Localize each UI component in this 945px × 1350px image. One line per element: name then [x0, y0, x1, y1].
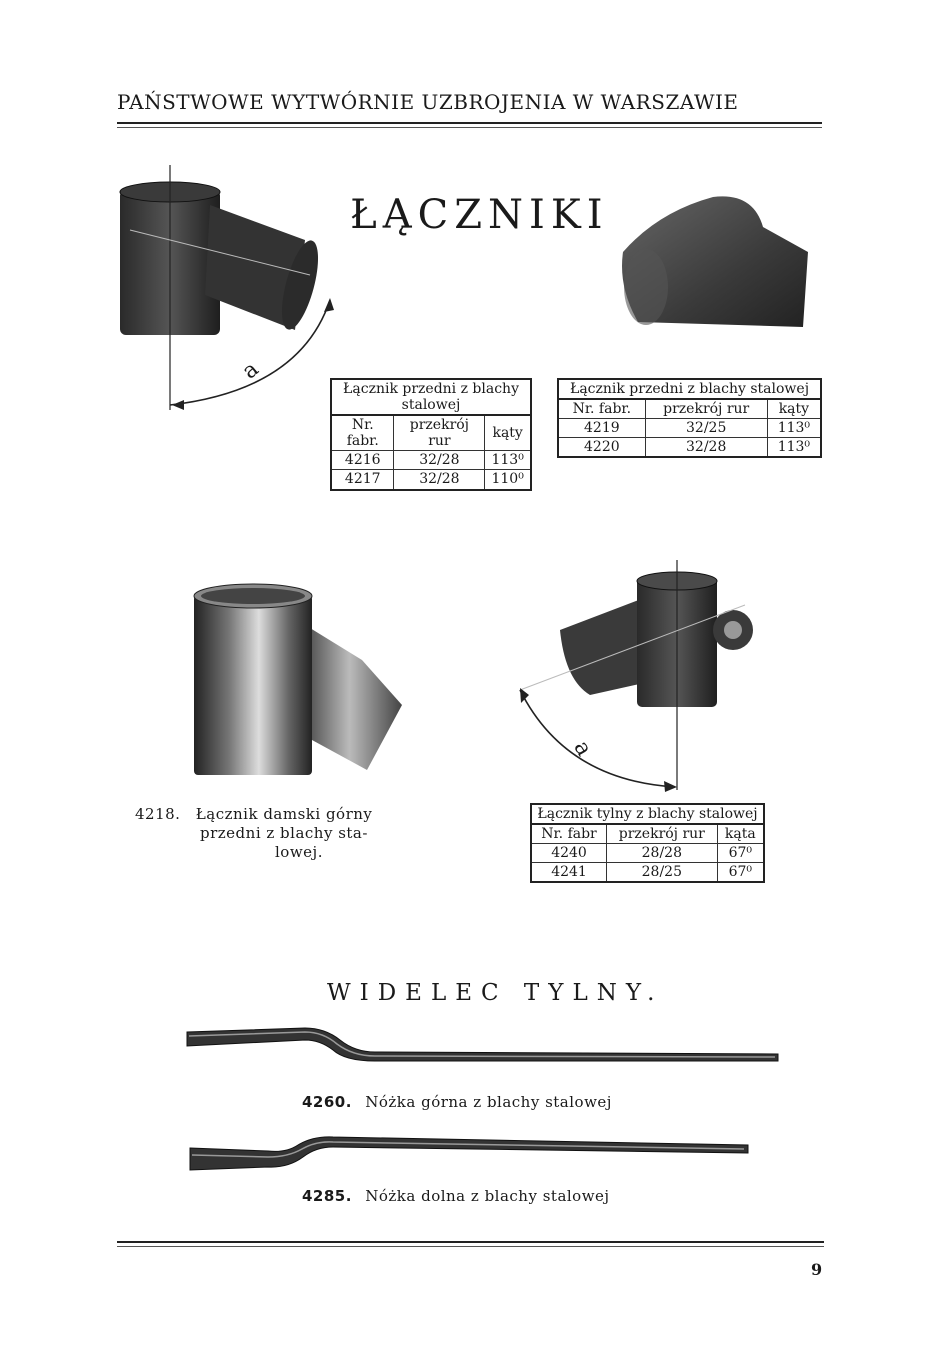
caption-number: 4285.	[302, 1187, 352, 1205]
table-cell: 113⁰	[767, 438, 821, 458]
column-header: Nr. fabr.	[558, 399, 645, 419]
table-front-sheet-connector	[557, 378, 822, 458]
caption-4285	[302, 1187, 610, 1206]
caption-number: 4218.	[135, 805, 181, 823]
table-cell: 32/28	[645, 438, 767, 458]
table-front-connector	[330, 378, 532, 491]
header-rule-thin	[117, 127, 822, 128]
caption-line: przedni z blachy sta-	[200, 824, 368, 842]
table-cell: 4220	[558, 438, 645, 458]
sheet-connector-image	[618, 192, 818, 337]
table-cell: 4217	[331, 470, 394, 490]
dimension-label-a: a	[237, 356, 264, 385]
table-cell: 113⁰	[767, 419, 821, 438]
footer-rule	[117, 1241, 824, 1243]
dimension-label-a-rear: a	[568, 736, 597, 761]
table-cell: 4216	[331, 451, 394, 470]
page-header: PAŃSTWOWE WYTWÓRNIE UZBROJENIA W WARSZAWIE	[117, 90, 739, 114]
column-header: kąty	[767, 399, 821, 419]
caption-text: Nóżka dolna z blachy stalowej	[365, 1187, 610, 1205]
caption-4260	[302, 1093, 612, 1112]
column-header: kąty	[485, 415, 531, 451]
table-row	[531, 863, 764, 883]
column-header: Nr. fabr	[531, 824, 607, 844]
caption-line: Łącznik damski górny	[195, 805, 373, 823]
table-cell: 4241	[531, 863, 607, 883]
table-cell: 110⁰	[485, 470, 531, 490]
caption-text: Nóżka górna z blachy stalowej	[365, 1093, 612, 1111]
table-cell: 28/28	[607, 844, 718, 863]
header-rule	[117, 122, 822, 124]
upper-fork-leg-image	[185, 1020, 780, 1065]
caption-line: lowej.	[275, 843, 323, 861]
front-connector-image	[110, 160, 340, 415]
column-header: Nr. fabr.	[331, 415, 394, 451]
table-title: Łącznik przedni z blachy stalowej	[558, 379, 821, 399]
section-title-rear-fork: WIDELEC TYLNY.	[327, 980, 664, 1006]
table-cell: 67⁰	[717, 844, 764, 863]
table-cell: 4240	[531, 844, 607, 863]
caption-4218	[135, 805, 405, 862]
table-cell: 28/25	[607, 863, 718, 883]
table-row	[331, 451, 531, 470]
column-header: przekrój rur	[394, 415, 485, 451]
table-title: Łącznik przedni z blachy stalowej	[331, 379, 531, 415]
table-cell: 32/28	[394, 470, 485, 490]
footer-rule-thin	[117, 1246, 824, 1247]
page-number: 9	[811, 1260, 823, 1279]
ladies-connector-image	[192, 580, 407, 780]
column-header: przekrój rur	[607, 824, 718, 844]
table-cell: 32/28	[394, 451, 485, 470]
table-row	[558, 438, 821, 458]
lower-fork-leg-image	[188, 1133, 750, 1178]
table-row	[331, 470, 531, 490]
section-title-connectors: ŁĄCZNIKI	[350, 192, 609, 238]
rear-connector-image	[515, 555, 760, 795]
table-row	[558, 419, 821, 438]
table-title: Łącznik tylny z blachy stalowej	[531, 804, 764, 824]
table-row	[531, 844, 764, 863]
table-cell: 4219	[558, 419, 645, 438]
caption-number: 4260.	[302, 1093, 352, 1111]
column-header: przekrój rur	[645, 399, 767, 419]
table-cell: 113⁰	[485, 451, 531, 470]
column-header: kąta	[717, 824, 764, 844]
table-rear-connector	[530, 803, 765, 883]
table-cell: 67⁰	[717, 863, 764, 883]
table-cell: 32/25	[645, 419, 767, 438]
